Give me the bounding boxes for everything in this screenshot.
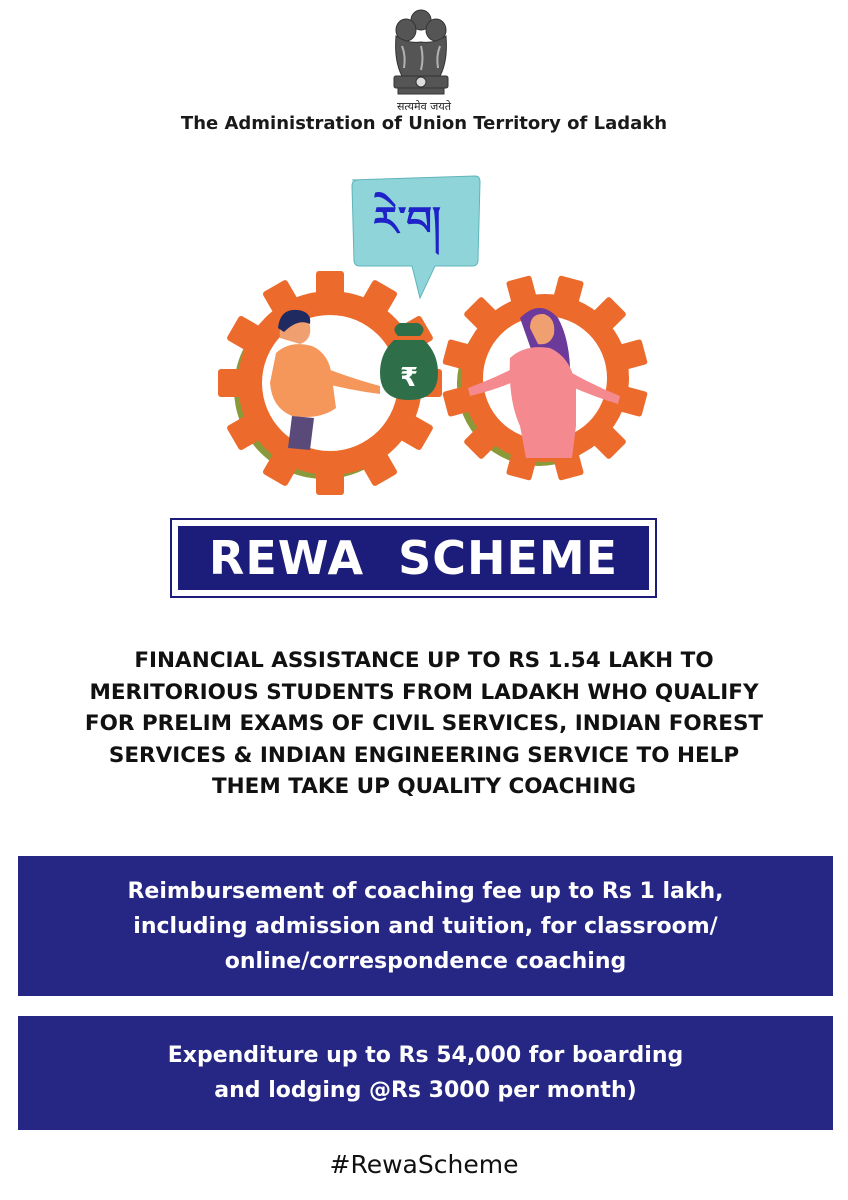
emblem-motto: सत्यमेव जयते [396,100,451,113]
benefit-line: Reimbursement of coaching fee up to Rs 1 lakh, [127,878,724,904]
benefit-line: Expenditure up to Rs 54,000 for boarding [167,1043,684,1068]
hashtag: #RewaScheme [329,1150,519,1179]
benefit-boarding-lodging [18,1016,833,1130]
benefit-line: and lodging @Rs 3000 per month) [214,1078,637,1103]
scheme-description [30,645,818,803]
headline-line: FINANCIAL ASSISTANCE UP TO RS 1.54 LAKH TO [134,648,714,673]
scheme-title: REWA SCHEME [178,526,649,590]
headline-line: MERITORIOUS STUDENTS FROM LADAKH WHO QUALIFY [89,679,759,705]
national-emblem-icon [384,6,458,106]
headline-line: SERVICES & INDIAN ENGINEERING SERVICE TO HELP [108,742,740,768]
benefit-line: online/correspondence coaching [224,948,627,974]
headline-line: THEM TAKE UP QUALITY COACHING [211,774,637,799]
scheme-title-banner [170,518,657,598]
headline-line: FOR PRELIM EXAMS OF CIVIL SERVICES, INDIAN FOREST [84,711,764,736]
speech-bubble-text: རེ་བ། [373,199,441,245]
benefit-line: including admission and tuition, for classroom/ [133,913,718,939]
benefit-coaching-fee [18,856,833,996]
administration-title: The Administration of Union Territory of Ladakh [180,113,668,134]
svg-text:₹: ₹ [399,363,419,393]
